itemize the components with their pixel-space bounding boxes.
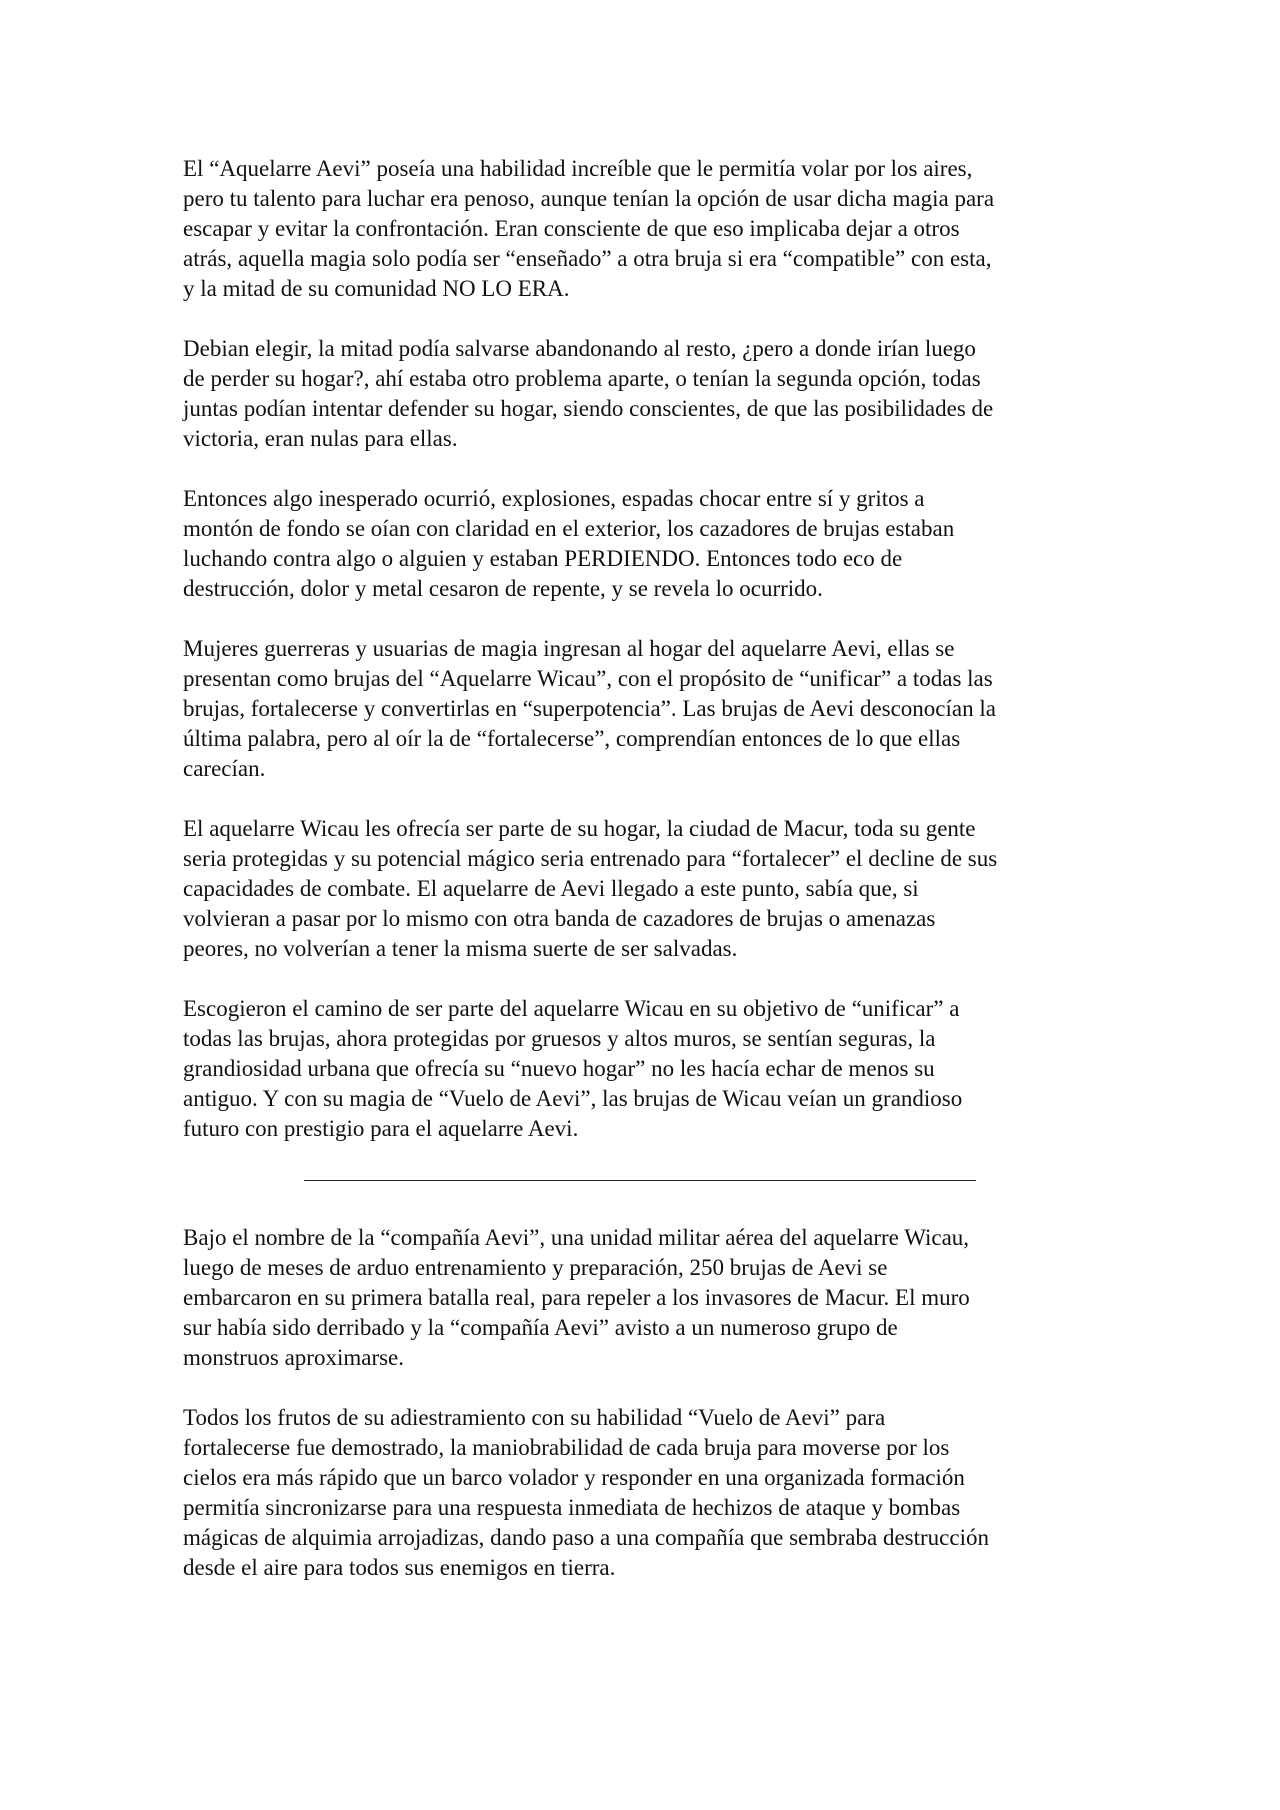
paragraph: Debian elegir, la mitad podía salvarse abandonando al resto, ¿pero a donde irían luego de perder su hogar?, ahí estaba otro problema aparte, o tenían la segunda opción, todas juntas podían intentar defender su hogar, siendo conscientes, de que las posibilidades de victoria, eran nulas para ellas.: [183, 336, 994, 451]
paragraph: Escogieron el camino de ser parte del aquelarre Wicau en su objetivo de “unificar” a todas las brujas, ahora protegidas por gruesos y altos muros, se sentían seguras, la grandiosidad urbana que ofrecía su “nuevo hogar” no les hacía echar de menos su antiguo. Y con su magia de “Vuelo de Aevi”, las brujas de Wicau veían un grandioso futuro con prestigio para el aquelarre Aevi.: [183, 996, 963, 1141]
document-body: [183, 154, 1103, 1613]
divider-spacing: [183, 1181, 1103, 1223]
paragraph: Todos los frutos de su adiestramiento con su habilidad “Vuelo de Aevi” para fortalecerse fue demostrado, la maniobrabilidad de cada bruja para moverse por los cielos era más rápido que un barco volador y responder en una organizada formación permitía sincronizarse para una respuesta inmediata de hechizos de ataque y bombas mágicas de alquimia arrojadizas, dando paso a una compañía que sembraba destrucción desde el aire para todos sus enemigos en tierra.: [183, 1405, 989, 1580]
paragraph: Mujeres guerreras y usuarias de magia ingresan al hogar del aquelarre Aevi, ellas se presentan como brujas del “Aquelarre Wicau”, con el propósito de “unificar” a todas las brujas, fortalecerse y convertirlas en “superpotencia”. Las brujas de Aevi desconocían la última palabra, pero al oír la de “fortalecerse”, comprendían entonces de lo que ellas carecían.: [183, 636, 996, 781]
paragraph: El “Aquelarre Aevi” poseía una habilidad increíble que le permitía volar por los aires, pero tu talento para luchar era penoso, aunque tenían la opción de usar dicha magia para escapar y evitar la confrontación. Eran consciente de que eso implicaba dejar a otros atrás, aquella magia solo podía ser “enseñado” a otra bruja si era “compatible” con esta, y la mitad de su comunidad NO LO ERA.: [183, 156, 995, 301]
paragraph: Entonces algo inesperado ocurrió, explosiones, espadas chocar entre sí y gritos a montón de fondo se oían con claridad en el exterior, los cazadores de brujas estaban luchando contra algo o alguien y estaban PERDIENDO. Entonces todo eco de destrucción, dolor y metal cesaron de repente, y se revela lo ocurrido.: [183, 486, 955, 601]
paragraph: El aquelarre Wicau les ofrecía ser parte de su hogar, la ciudad de Macur, toda su gente seria protegidas y su potencial mágico seria entrenado para “fortalecer” el decline de sus capacidades de combate. El aquelarre de Aevi llegado a este punto, sabía que, si volvieran a pasar por lo mismo con otra banda de cazadores de brujas o amenazas peores, no volverían a tener la misma suerte de ser salvadas.: [183, 816, 998, 961]
paragraph: Bajo el nombre de la “compañía Aevi”, una unidad militar aérea del aquelarre Wicau, luego de meses de arduo entrenamiento y preparación, 250 brujas de Aevi se embarcaron en su primera batalla real, para repeler a los invasores de Macur. El muro sur había sido derribado y la “compañía Aevi” avisto a un numeroso grupo de monstruos aproximarse.: [183, 1225, 970, 1370]
